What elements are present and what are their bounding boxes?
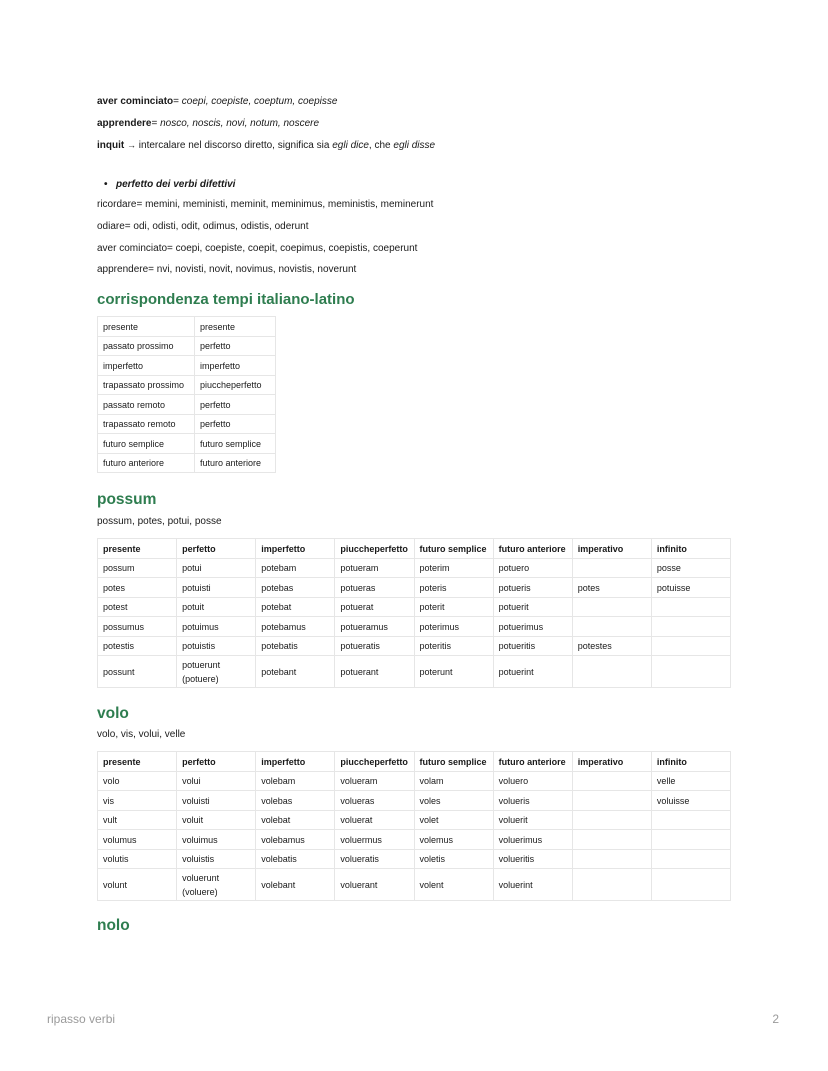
table-cell: volueras — [335, 791, 414, 811]
table-cell: potueris — [493, 578, 572, 598]
perfetto-lines — [97, 199, 731, 276]
table-cell: voluerat — [335, 810, 414, 830]
table-row — [98, 317, 276, 337]
table-cell: volumus — [98, 830, 177, 850]
table-cell: velle — [651, 771, 730, 791]
column-header: futuro semplice — [414, 752, 493, 772]
bullet-heading: • perfetto dei verbi difettivi — [97, 179, 731, 191]
table-cell: voluerint — [493, 869, 572, 901]
table-cell: possunt — [98, 656, 177, 688]
arrow-right-icon: → — [127, 140, 136, 150]
table-cell: potebant — [256, 656, 335, 688]
italian-tense-cell: passato remoto — [98, 395, 195, 415]
table-cell: volebam — [256, 771, 335, 791]
table-cell: volueris — [493, 791, 572, 811]
column-header: futuro anteriore — [493, 539, 572, 559]
table-cell: volunt — [98, 869, 177, 901]
column-header: piuccheperfetto — [335, 752, 414, 772]
volo-conjugation-table — [97, 751, 731, 901]
table-cell — [651, 597, 730, 617]
emphasis: egli dice — [332, 140, 369, 151]
table-cell: potes — [98, 578, 177, 598]
intro-line-inquit — [97, 139, 731, 152]
table-cell — [572, 810, 651, 830]
italian-tense-cell: presente — [98, 317, 195, 337]
latin-tense-cell: imperfetto — [195, 356, 276, 376]
table-cell: voluistis — [177, 849, 256, 869]
table-cell: voluero — [493, 771, 572, 791]
perfetto-line: ricordare= memini, meministi, meminit, meminimus, meministis, meminerunt — [97, 199, 434, 210]
possum-conjugation-table — [97, 538, 731, 688]
table-cell: volui — [177, 771, 256, 791]
table-cell: volent — [414, 869, 493, 901]
table-row — [98, 791, 731, 811]
table-cell: voluisti — [177, 791, 256, 811]
table-cell — [651, 656, 730, 688]
table-cell: potebas — [256, 578, 335, 598]
column-header: futuro semplice — [414, 539, 493, 559]
table-header-row — [98, 539, 731, 559]
table-cell: potuisse — [651, 578, 730, 598]
table-cell: potestes — [572, 636, 651, 656]
column-header: presente — [98, 539, 177, 559]
column-header: infinito — [651, 539, 730, 559]
table-cell: potui — [177, 558, 256, 578]
table-cell: poterim — [414, 558, 493, 578]
separator: = — [151, 117, 161, 129]
table-cell: potebam — [256, 558, 335, 578]
table-cell: potebamus — [256, 617, 335, 637]
section-heading-corrispondenza: corrispondenza tempi italiano-latino — [97, 291, 355, 309]
table-cell: potuero — [493, 558, 572, 578]
table-cell: voluit — [177, 810, 256, 830]
column-header: imperfetto — [256, 539, 335, 559]
latin-tense-cell: futuro anteriore — [195, 453, 276, 473]
table-header-row — [98, 752, 731, 772]
table-cell: potuerant — [335, 656, 414, 688]
section-heading-possum: possum — [97, 491, 157, 509]
document-page — [97, 96, 731, 935]
table-cell: volemus — [414, 830, 493, 850]
table-cell — [651, 830, 730, 850]
table-cell: potueritis — [493, 636, 572, 656]
table-cell: possumus — [98, 617, 177, 637]
table-row — [98, 849, 731, 869]
table-row — [98, 656, 731, 688]
column-header: imperativo — [572, 752, 651, 772]
intro-line-aver-cominciato — [97, 96, 731, 108]
table-cell: potuit — [177, 597, 256, 617]
table-cell: potueras — [335, 578, 414, 598]
table-cell: potestis — [98, 636, 177, 656]
table-cell: volebatis — [256, 849, 335, 869]
table-row — [98, 375, 276, 395]
table-row — [98, 558, 731, 578]
table-cell: poterimus — [414, 617, 493, 637]
table-cell: potest — [98, 597, 177, 617]
table-cell: potuimus — [177, 617, 256, 637]
table-row — [98, 636, 731, 656]
table-cell: volueram — [335, 771, 414, 791]
table-cell: poterunt — [414, 656, 493, 688]
latin-tense-cell: presente — [195, 317, 276, 337]
italian-tense-cell: futuro anteriore — [98, 453, 195, 473]
latin-tense-cell: perfetto — [195, 395, 276, 415]
term: aver cominciato — [97, 96, 174, 107]
table-cell: potebat — [256, 597, 335, 617]
table-cell: potuerint — [493, 656, 572, 688]
footer-document-title: ripasso verbi — [47, 1012, 116, 1026]
table-cell: poteris — [414, 578, 493, 598]
table-cell — [651, 617, 730, 637]
table-cell: potuistis — [177, 636, 256, 656]
perfetto-line: aver cominciato= coepi, coepiste, coepit, coepimus, coepistis, coeperunt — [97, 242, 418, 254]
text: , che — [368, 140, 394, 151]
text: intercalare nel discorso diretto, significa sia — [138, 140, 333, 151]
bullet-list — [97, 179, 731, 191]
volo-principal-parts: volo, vis, volui, velle — [97, 729, 186, 741]
table-cell — [651, 636, 730, 656]
table-row — [98, 434, 276, 454]
column-header: imperfetto — [256, 752, 335, 772]
table-row — [98, 771, 731, 791]
emphasis: egli disse — [393, 140, 436, 151]
table-cell: potuerunt (potuere) — [177, 656, 256, 688]
perfetto-line: apprendere= nvi, novisti, novit, novimus, novistis, noverunt — [97, 264, 357, 276]
section-heading-volo: volo — [97, 705, 129, 723]
latin-tense-cell: perfetto — [195, 336, 276, 356]
table-cell: potes — [572, 578, 651, 598]
table-cell: potueratis — [335, 636, 414, 656]
table-cell: voletis — [414, 849, 493, 869]
italian-tense-cell: trapassato remoto — [98, 414, 195, 434]
table-row — [98, 617, 731, 637]
table-cell: voluermus — [335, 830, 414, 850]
column-header: futuro anteriore — [493, 752, 572, 772]
table-cell — [572, 830, 651, 850]
possum-principal-parts: possum, potes, potui, posse — [97, 516, 222, 528]
latin-tense-cell: piuccheperfetto — [195, 375, 276, 395]
table-cell: vis — [98, 791, 177, 811]
table-cell: potebatis — [256, 636, 335, 656]
column-header: piuccheperfetto — [335, 539, 414, 559]
italian-tense-cell: futuro semplice — [98, 434, 195, 454]
table-row — [98, 597, 731, 617]
forms: coepi, coepiste, coeptum, coepisse — [181, 96, 338, 107]
table-cell: volebamus — [256, 830, 335, 850]
table-cell: potuisti — [177, 578, 256, 598]
table-cell — [572, 597, 651, 617]
intro-line-apprendere — [97, 118, 731, 130]
term: inquit — [97, 140, 125, 151]
table-cell: voluerant — [335, 869, 414, 901]
table-cell: volueratis — [335, 849, 414, 869]
table-cell: posse — [651, 558, 730, 578]
column-header: infinito — [651, 752, 730, 772]
table-cell: potueram — [335, 558, 414, 578]
table-cell — [572, 791, 651, 811]
table-cell: voluerimus — [493, 830, 572, 850]
term: apprendere — [97, 117, 152, 129]
table-cell — [572, 771, 651, 791]
table-cell: volebant — [256, 869, 335, 901]
latin-tense-cell: futuro semplice — [195, 434, 276, 454]
table-cell: poterit — [414, 597, 493, 617]
table-cell: possum — [98, 558, 177, 578]
column-header: imperativo — [572, 539, 651, 559]
table-cell — [572, 558, 651, 578]
perfetto-line: odiare= odi, odisti, odit, odimus, odistis, oderunt — [97, 220, 309, 232]
table-row — [98, 453, 276, 473]
table-cell: volebat — [256, 810, 335, 830]
table-cell: potuerimus — [493, 617, 572, 637]
table-row — [98, 869, 731, 901]
table-cell: poteritis — [414, 636, 493, 656]
table-cell: voles — [414, 791, 493, 811]
table-row — [98, 395, 276, 415]
table-row — [98, 356, 276, 376]
table-cell — [651, 849, 730, 869]
italian-tense-cell: trapassato prossimo — [98, 375, 195, 395]
table-cell: volebas — [256, 791, 335, 811]
table-cell — [572, 869, 651, 901]
table-cell: vult — [98, 810, 177, 830]
column-header: perfetto — [177, 752, 256, 772]
table-cell: potueramus — [335, 617, 414, 637]
table-cell — [651, 810, 730, 830]
latin-tense-cell: perfetto — [195, 414, 276, 434]
table-cell: voluisse — [651, 791, 730, 811]
table-cell: potuerit — [493, 597, 572, 617]
table-cell: volutis — [98, 849, 177, 869]
table-cell: voluerunt (voluere) — [177, 869, 256, 901]
table-cell: volam — [414, 771, 493, 791]
table-row — [98, 810, 731, 830]
italian-tense-cell: passato prossimo — [98, 336, 195, 356]
forms: nosco, noscis, novi, notum, noscere — [160, 117, 320, 129]
italian-tense-cell: imperfetto — [98, 356, 195, 376]
table-cell: volueritis — [493, 849, 572, 869]
table-row — [98, 578, 731, 598]
table-cell — [572, 617, 651, 637]
section-heading-nolo: nolo — [97, 917, 130, 935]
table-cell: volo — [98, 771, 177, 791]
column-header: presente — [98, 752, 177, 772]
table-cell — [572, 656, 651, 688]
table-cell: voluerit — [493, 810, 572, 830]
table-row — [98, 336, 276, 356]
column-header: perfetto — [177, 539, 256, 559]
table-cell: voluimus — [177, 830, 256, 850]
table-row — [98, 414, 276, 434]
table-cell — [651, 869, 730, 901]
table-cell: potuerat — [335, 597, 414, 617]
table-row — [98, 830, 731, 850]
table-cell: volet — [414, 810, 493, 830]
table-cell — [572, 849, 651, 869]
correspondence-table — [97, 316, 276, 473]
separator: = — [173, 96, 182, 107]
footer-page-number: 2 — [772, 1012, 779, 1026]
